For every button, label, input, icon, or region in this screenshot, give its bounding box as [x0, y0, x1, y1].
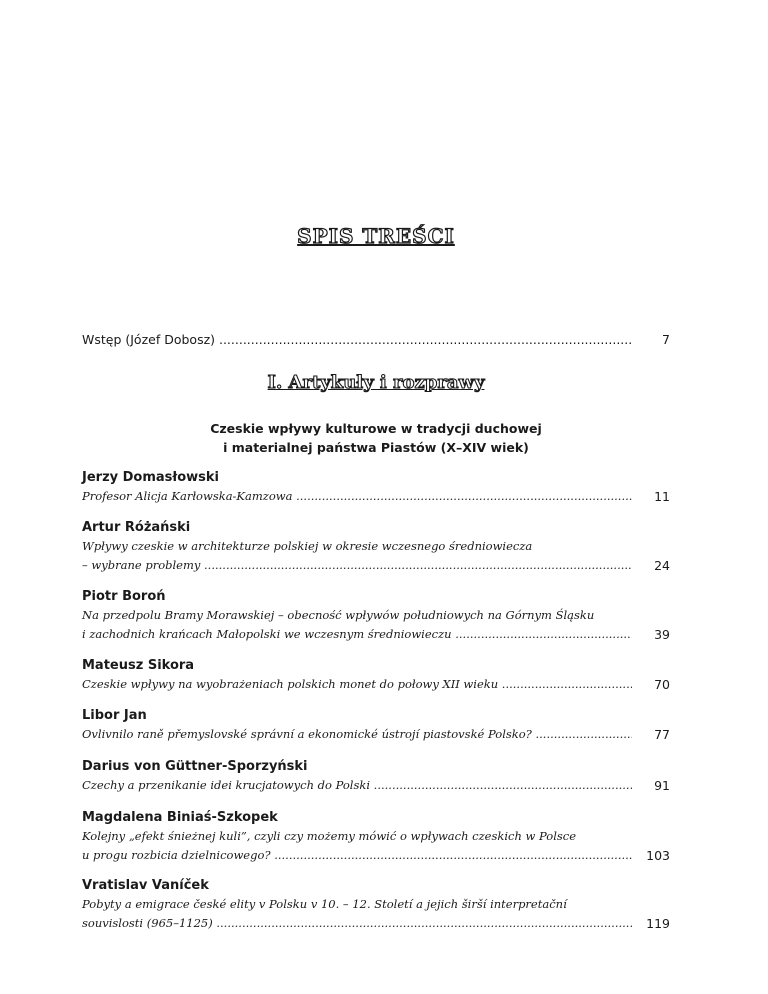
entry-page-number: 24: [654, 558, 670, 573]
entry-title: Ovlivnilo raně přemyslovské správní a ekonomické ústrojí piastovské Polsko? .....: [82, 725, 632, 744]
entry-title-line-1: Wpływy czeskie w architekturze polskiej w okresie wczesnego średniowiecza: [82, 539, 533, 553]
subsection-line-1: Czeskie wpływy kulturowe w tradycji duchowej: [210, 421, 542, 436]
entry-page-number: 119: [646, 916, 670, 931]
entry-author: Vratislav Vaníček: [82, 878, 209, 893]
subsection-heading: [82, 419, 670, 457]
entry-page-number: 70: [654, 677, 670, 692]
toc-entry[interactable]: [82, 808, 670, 865]
entry-author: Jerzy Domasłowski: [82, 470, 220, 485]
toc-entry[interactable]: [82, 468, 670, 506]
subsection-line-2: i materialnej państwa Piastów (X–XIV wiek): [223, 440, 529, 455]
entry-title: Profesor Alicja Karłowska-Kamzowa .....: [82, 487, 632, 506]
toc-page: [82, 0, 670, 994]
intro-title: Wstęp (Józef Dobosz) .....: [82, 330, 632, 349]
toc-entry[interactable]: [82, 656, 670, 694]
toc-entry[interactable]: [82, 757, 670, 795]
toc-entry[interactable]: [82, 876, 670, 933]
section-heading: I. Artykuły i rozprawy: [267, 372, 485, 393]
entry-page-number: 11: [654, 489, 670, 504]
entry-title-line-1: Na przedpolu Bramy Morawskiej – obecność wpływów południowych na Górnym Śląsku: [82, 608, 595, 622]
entry-title-line-2: i zachodnich krańcach Małopolski we wczesnym średniowieczu .....: [82, 625, 632, 644]
entry-author: Piotr Boroń: [82, 589, 166, 604]
entry-page-number: 91: [654, 778, 670, 793]
entry-author: Magdalena Biniaś-Szkopek: [82, 810, 278, 825]
entry-author: Mateusz Sikora: [82, 658, 195, 673]
entry-title: Czeskie wpływy na wyobrażeniach polskich monet do połowy XII wieku .....: [82, 675, 632, 694]
entry-title-line-2: souvislosti (965–1125) .....: [82, 914, 632, 933]
entry-author: Artur Różański: [82, 520, 191, 535]
entry-author: Libor Jan: [82, 708, 147, 723]
entry-title-line-1: Pobyty a emigrace české elity v Polsku v 10. – 12. Století a jejich širší interpretační: [82, 897, 567, 911]
intro-entry[interactable]: [82, 330, 670, 349]
entry-title: Czechy a przenikanie idei krucjatowych do Polski .....: [82, 776, 632, 795]
entry-page-number: 77: [654, 727, 670, 742]
toc-entry[interactable]: [82, 518, 670, 575]
entry-page-number: 103: [646, 848, 670, 863]
entry-title-line-2: u progu rozbicia dzielnicowego? .....: [82, 846, 632, 865]
entry-title-line-1: Kolejny „efekt śnieżnej kuli”, czyli czy możemy mówić o wpływach czeskich w Polsce: [82, 829, 577, 843]
entry-title-line-2: – wybrane problemy .....: [82, 556, 632, 575]
entry-page-number: 39: [654, 627, 670, 642]
toc-entry[interactable]: [82, 706, 670, 744]
intro-page-number: 7: [662, 332, 670, 347]
toc-heading: SPIS TREŚCI: [297, 224, 455, 248]
toc-entry[interactable]: [82, 587, 670, 644]
entry-author: Darius von Güttner-Sporzyński: [82, 759, 308, 774]
